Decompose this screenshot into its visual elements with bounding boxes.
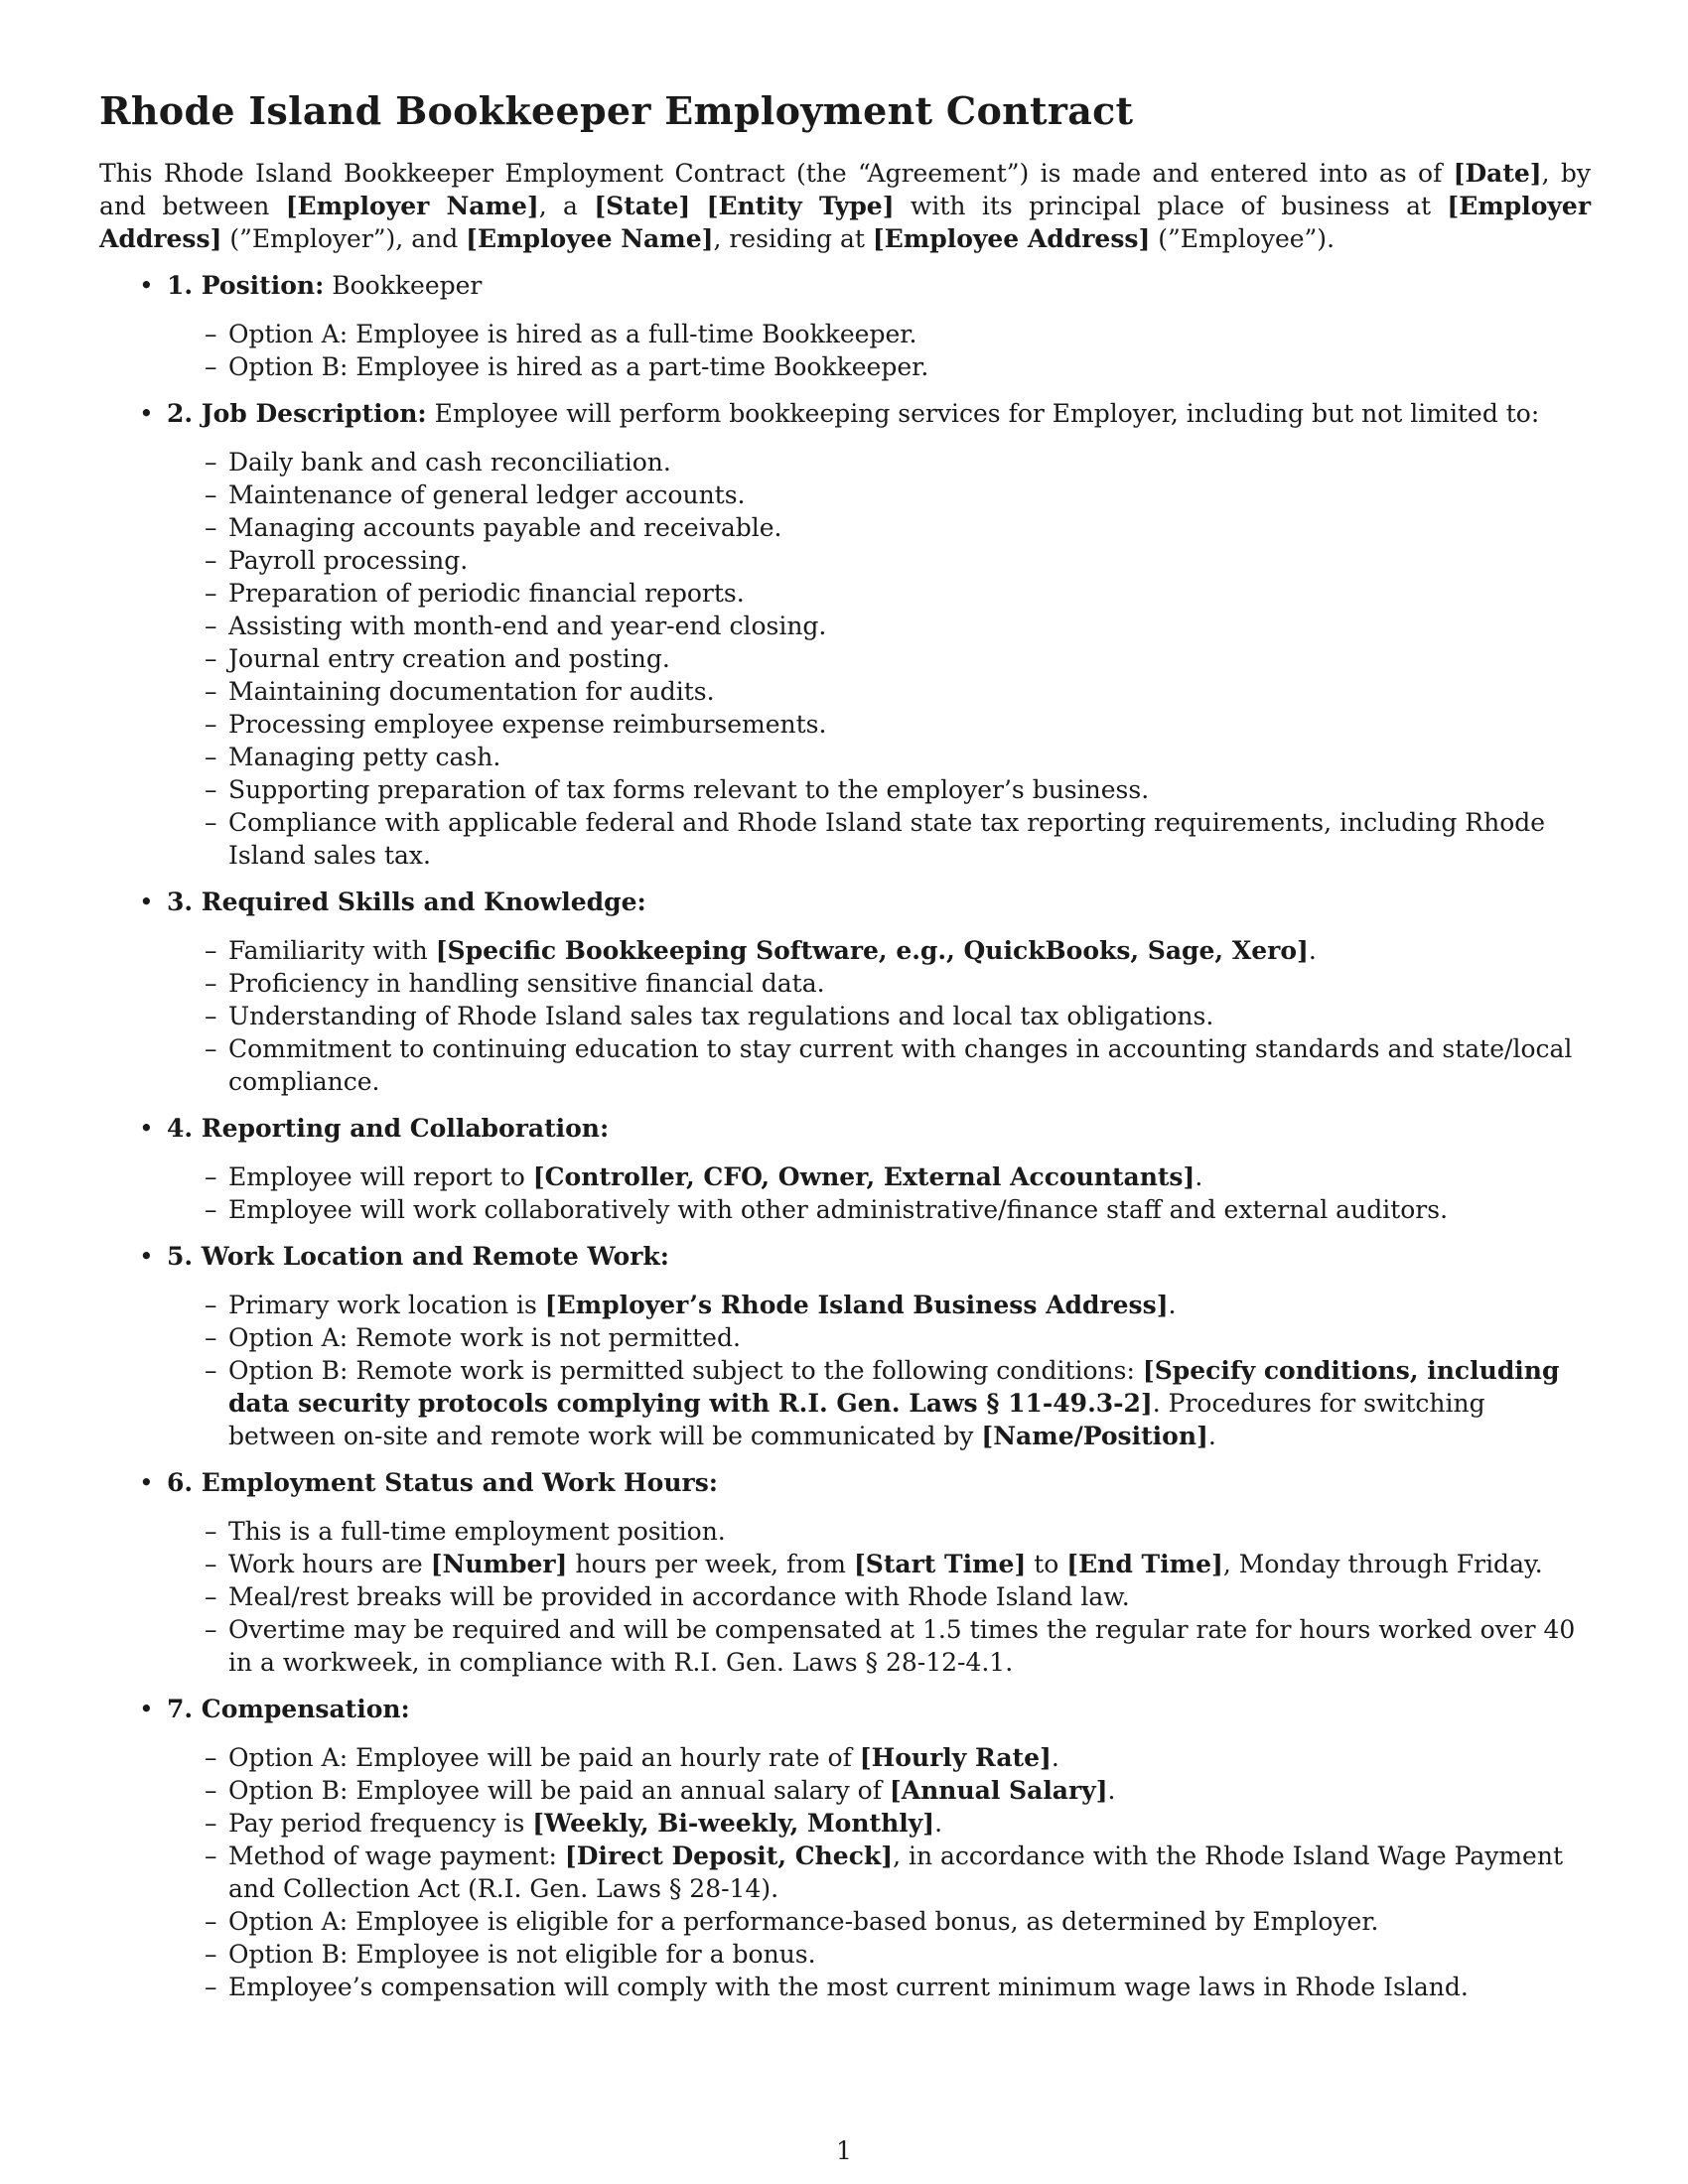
placeholder-employer-address: [Employer Address]	[99, 192, 1591, 253]
placeholder-pay-period: [Weekly, Bi-weekly, Monthly]	[532, 1809, 935, 1838]
placeholder-employee-address: [Employee Address]	[872, 224, 1151, 253]
placeholder-software: [Specific Bookkeeping Software, e.g., QuickBooks, Sage, Xero]	[435, 936, 1309, 965]
list-item: – Supporting preparation of tax forms relevant to the employer’s business.	[167, 773, 1591, 806]
list-item: – Maintaining documentation for audits.	[167, 675, 1591, 708]
placeholder-entity-type: [Entity Type]	[706, 192, 895, 220]
section-label: 4. Reporting and Collaboration:	[167, 1114, 610, 1143]
list-item: – Meal/rest breaks will be provided in accordance with Rhode Island law.	[167, 1580, 1591, 1613]
list-item: – Option A: Remote work is not permitted.	[167, 1321, 1591, 1354]
list-item: – This is a full-time employment position.	[167, 1515, 1591, 1548]
list-item: – Preparation of periodic financial reports.	[167, 577, 1591, 610]
list-item: – Option B: Employee is not eligible for a bonus.	[167, 1938, 1591, 1971]
list-item: – Option A: Employee is eligible for a performance-based bonus, as determined by Employer.	[167, 1905, 1591, 1938]
list-item: – Compliance with applicable federal and Rhode Island state tax reporting requirements, including Rhode Island sales tax.	[167, 806, 1591, 872]
section-job-description: • 2. Job Description: Employee will perform bookkeeping services for Employer, including but not limited to: – Daily bank and cash reconciliation. – Maintenance of general ledger accounts. – Managing accounts payable and receivable. – Payroll processing. – Preparation of periodic financial reports. – Assisting with month-end and year-end closing. – Journal entry creation and posting. – Maintaining documentation for audits. – Processing employee expense reimbursements. – Managing petty cash. – Supporting preparation of tax forms relevant to the employer’s business. – Compliance with applicable federal and Rhode Island state tax reporting requirements, including Rhode Island sales tax.	[99, 397, 1591, 872]
section-position: • 1. Position: Bookkeeper – Option A: Employee is hired as a full-time Bookkeeper. – Option B: Employee is hired as a part-time Bookkeeper.	[99, 269, 1591, 383]
page-title: Rhode Island Bookkeeper Employment Contract	[99, 88, 1134, 133]
placeholder-report-to: [Controller, CFO, Owner, External Accountants]	[532, 1162, 1196, 1191]
list-item: – Commitment to continuing education to stay current with changes in accounting standards and state/local compliance.	[167, 1032, 1591, 1098]
list-item: – Employee will report to [Controller, CFO, Owner, External Accountants].	[167, 1160, 1591, 1193]
placeholder-employer-name: [Employer Name]	[285, 192, 539, 220]
section-reporting	[99, 1112, 1591, 1226]
list-item: – Overtime may be required and will be compensated at 1.5 times the regular rate for hours worked over 40 in a workweek, in compliance with R.I. Gen. Laws § 28-12-4.1.	[167, 1613, 1591, 1679]
list-item: – Option B: Remote work is permitted subject to the following conditions: [Specify conditions, including data security protocols complying with R.I. Gen. Laws § 11-49.3-2]. Procedures for switching between on-site and remote work will be communicated by [Name/Position].	[167, 1354, 1591, 1452]
list-item: – Processing employee expense reimbursements.	[167, 708, 1591, 741]
intro-paragraph: This Rhode Island Bookkeeper Employment Contract (the “Agreement”) is made and entered into as of [Date], by and between [Employer Name], a [State] [Entity Type] with its principal place of business at [Employer Address] (”Employer”), and [Employee Name], residing at [Employee Address] (”Employee”).	[99, 159, 1591, 253]
placeholder-state: [State]	[594, 192, 691, 220]
section-label: 2. Job Description:	[167, 399, 427, 428]
list-item: – Work hours are [Number] hours per week, from [Start Time] to [End Time], Monday through Friday.	[167, 1548, 1591, 1580]
placeholder-hourly-rate: [Hourly Rate]	[859, 1743, 1052, 1772]
placeholder-annual-salary: [Annual Salary]	[889, 1776, 1108, 1805]
placeholder-start-time: [Start Time]	[853, 1550, 1027, 1578]
section-employment-status	[99, 1466, 1591, 1679]
list-item: – Payroll processing.	[167, 544, 1591, 577]
list-item: – Managing accounts payable and receivable.	[167, 511, 1591, 544]
list-item: – Pay period frequency is [Weekly, Bi-weekly, Monthly].	[167, 1807, 1591, 1840]
section-label: 6. Employment Status and Work Hours:	[167, 1468, 718, 1497]
list-item: – Assisting with month-end and year-end closing.	[167, 610, 1591, 642]
placeholder-end-time: [End Time]	[1066, 1550, 1223, 1578]
placeholder-number: [Number]	[430, 1550, 568, 1578]
placeholder-date: [Date]	[1453, 159, 1542, 188]
section-label: 1. Position:	[167, 271, 325, 300]
list-item: – Option B: Employee will be paid an annual salary of [Annual Salary].	[167, 1774, 1591, 1807]
list-item: – Option A: Employee is hired as a full-time Bookkeeper.	[167, 318, 1591, 350]
list-item: – Primary work location is [Employer’s Rhode Island Business Address].	[167, 1289, 1591, 1321]
placeholder-remote-conditions: [Specify conditions, including data security protocols complying with R.I. Gen. Laws § 11-49.3-2]	[228, 1356, 1560, 1418]
placeholder-payment-method: [Direct Deposit, Check]	[564, 1842, 894, 1870]
section-label: 3. Required Skills and Knowledge:	[167, 887, 646, 916]
section-label: 5. Work Location and Remote Work:	[167, 1242, 669, 1271]
list-item: – Managing petty cash.	[167, 741, 1591, 773]
list-item: – Daily bank and cash reconciliation.	[167, 446, 1591, 478]
list-item: – Method of wage payment: [Direct Deposit, Check], in accordance with the Rhode Island Wage Payment and Collection Act (R.I. Gen. Laws § 28-14).	[167, 1840, 1591, 1905]
section-compensation	[99, 1693, 1591, 2003]
list-item: – Familiarity with [Specific Bookkeeping Software, e.g., QuickBooks, Sage, Xero].	[167, 934, 1591, 967]
section-label: 7. Compensation:	[167, 1695, 410, 1723]
placeholder-name-position: [Name/Position]	[981, 1422, 1208, 1450]
list-item: – Understanding of Rhode Island sales tax regulations and local tax obligations.	[167, 1000, 1591, 1032]
list-item: – Proficiency in handling sensitive financial data.	[167, 967, 1591, 1000]
list-item: – Option B: Employee is hired as a part-time Bookkeeper.	[167, 350, 1591, 383]
page-number: 1	[836, 2136, 852, 2165]
contract-sections	[99, 269, 1591, 2003]
section-required-skills	[99, 886, 1591, 1098]
placeholder-business-address: [Employer’s Rhode Island Business Address]	[544, 1291, 1169, 1319]
list-item: – Employee’s compensation will comply with the most current minimum wage laws in Rhode Island.	[167, 1971, 1591, 2003]
list-item: – Employee will work collaboratively with other administrative/finance staff and external auditors.	[167, 1193, 1591, 1226]
section-work-location	[99, 1240, 1591, 1452]
document-page	[99, 87, 1591, 2017]
list-item: – Option A: Employee will be paid an hourly rate of [Hourly Rate].	[167, 1741, 1591, 1774]
list-item: – Journal entry creation and posting.	[167, 642, 1591, 675]
list-item: – Maintenance of general ledger accounts.	[167, 478, 1591, 511]
placeholder-employee-name: [Employee Name]	[466, 224, 714, 253]
